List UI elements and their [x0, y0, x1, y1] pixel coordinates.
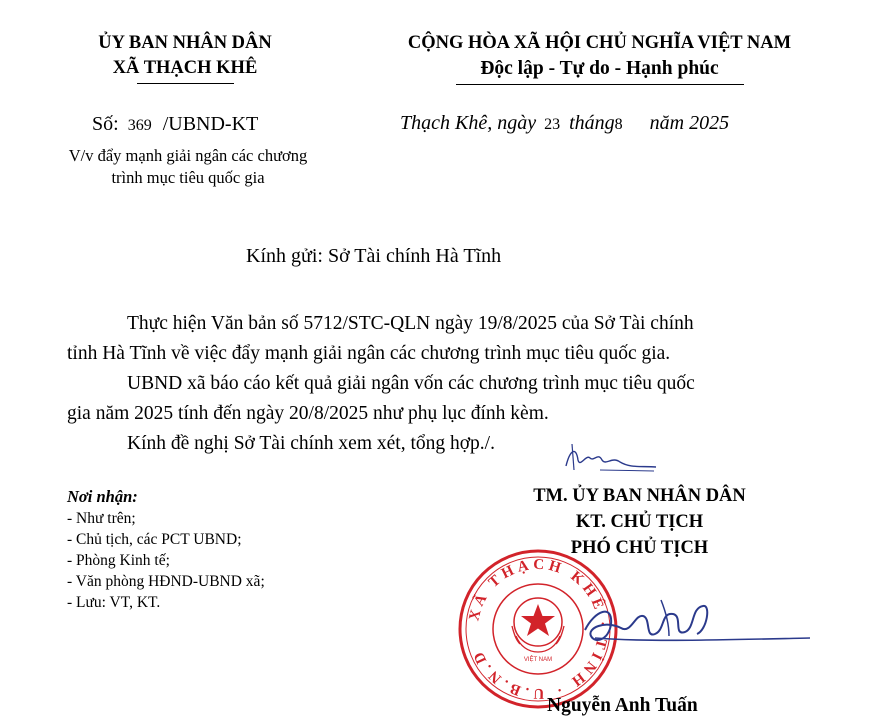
signature-line1: TM. ỦY BAN NHÂN DÂN	[533, 486, 746, 506]
place-date-prefix: Thạch Khê, ngày	[400, 112, 537, 134]
recipient-item: - Phòng Kinh tế;	[67, 552, 170, 569]
body-p2-line2: gia năm 2025 tính đến ngày 20/8/2025 như phụ lục đính kèm.	[67, 403, 549, 424]
date-month-label: tháng	[569, 112, 615, 134]
body-p3-line1: Kính đề nghị Sở Tài chính xem xét, tổng hợp./.	[127, 433, 495, 454]
seal-ring-text: XÃ THẠCH KHÊ · TỈNH · U.B.N.D	[466, 556, 611, 702]
document-number	[92, 113, 258, 136]
body-p1-line2: tỉnh Hà Tĩnh về việc đẩy mạnh giải ngân các chương trình mục tiêu quốc gia.	[67, 343, 671, 364]
recipient-line: Kính gửi: Sở Tài chính Hà Tĩnh	[246, 245, 502, 267]
emblem-icon	[512, 598, 564, 652]
recipients-title: Nơi nhận:	[67, 487, 138, 506]
recipient-item: - Chủ tịch, các PCT UBND;	[67, 531, 242, 548]
body-p1-line1: Thực hiện Văn bản số 5712/STC-QLN ngày 19/8/2025 của Sở Tài chính	[127, 313, 694, 334]
doc-number-prefix: Số:	[92, 113, 119, 135]
doc-number-value: 369	[127, 117, 152, 134]
recipient-item: - Như trên;	[67, 510, 136, 527]
recipient-item: - Lưu: VT, KT.	[67, 594, 161, 611]
seal-inner-label: VIỆT NAM	[523, 657, 553, 663]
subject-line2: trình mục tiêu quốc gia	[111, 168, 265, 187]
date-month: 8	[614, 116, 623, 133]
motto: Độc lập - Tự do - Hạnh phúc	[480, 58, 719, 79]
nation-title: CỘNG HÒA XÃ HỘI CHỦ NGHĨA VIỆT NAM	[407, 33, 792, 53]
signature-line2: KT. CHỦ TỊCH	[575, 512, 704, 532]
signer-name: Nguyễn Anh Tuấn	[547, 695, 698, 716]
org-underline	[137, 83, 234, 84]
subject-line1: V/v đẩy mạnh giải ngân các chương	[68, 146, 308, 165]
org-name-line1: ỦY BAN NHÂN DÂN	[98, 33, 272, 53]
recipient-item: - Văn phòng HĐND-UBND xã;	[67, 573, 265, 590]
date-day: 23	[544, 116, 561, 133]
body-p2-line1: UBND xã báo cáo kết quả giải ngân vốn các chương trình mục tiêu quốc	[127, 373, 695, 394]
motto-underline	[456, 84, 744, 85]
place-date	[400, 112, 729, 135]
signature-line3: PHÓ CHỦ TỊCH	[570, 538, 709, 558]
doc-number-suffix: /UBND-KT	[162, 113, 259, 135]
initial-signature	[560, 440, 660, 476]
date-year: năm 2025	[649, 112, 730, 134]
handwritten-signature	[565, 590, 815, 660]
org-name-line2: XÃ THẠCH KHÊ	[112, 58, 258, 78]
